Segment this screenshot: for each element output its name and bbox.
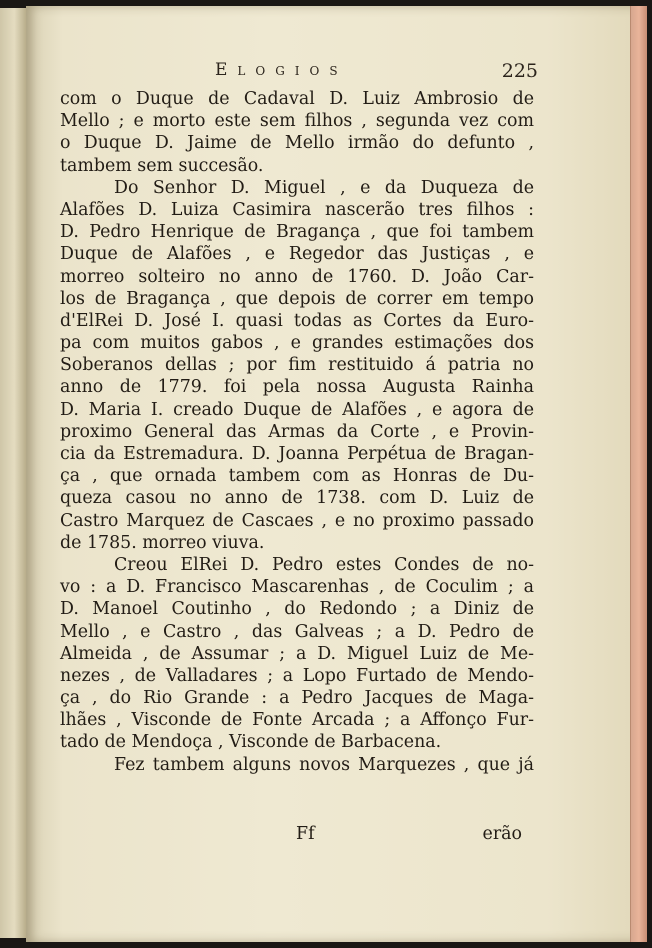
text-line: Almeida , de Assumar ; a D. Miguel Luiz de Me-: [60, 643, 534, 664]
text-line: vo : a D. Francisco Mascarenhas , de Coculim ; a: [60, 577, 534, 598]
text-line: D. Pedro Henrique de Bragança , que foi tambem: [60, 222, 534, 243]
running-head: Elogios: [215, 60, 348, 80]
text-line: Mello , e Castro , das Galveas ; a D. Pedro de: [60, 621, 534, 642]
page-footer: [60, 824, 534, 850]
text-line: ça , que ornada tambem com as Honras de Du-: [60, 466, 534, 487]
text-line: queza casou no anno de 1738. com D. Luiz de: [60, 488, 534, 509]
text-line: cia da Estremadura. D. Joanna Perpétua de Bragan-: [60, 444, 534, 464]
text-line: Duque de Alafões , e Regedor das Justiças , e: [60, 244, 534, 265]
text-line: tado de Mendoça , Visconde de Barbacena.: [60, 732, 442, 753]
text-line: Fez tambem alguns novos Marquezes , que já: [114, 754, 534, 775]
text-line: Creou ElRei D. Pedro estes Condes de no-: [114, 554, 534, 575]
text-line: Soberanos dellas ; por fim restituido á patria no: [60, 355, 534, 376]
text-line: pa com muitos gabos , e grandes estimações dos: [60, 333, 534, 354]
page-number: 225: [501, 60, 538, 82]
facing-page-edge: [0, 8, 27, 938]
text-line: proximo General das Armas da Corte , e Provin-: [60, 421, 534, 442]
text-line: o Duque D. Jaime de Mello irmão do defunto ,: [60, 133, 534, 154]
body-text: [60, 88, 534, 776]
text-line: ça , do Rio Grande : a Pedro Jacques de Maga-: [60, 688, 534, 709]
text-line: Alafões D. Luiza Casimira nascerão tres filhos :: [60, 199, 534, 220]
text-line: D. Maria I. creado Duque de Alafões , e agora de: [60, 399, 534, 420]
text-line: morreo solteiro no anno de 1760. D. João Car-: [60, 266, 534, 287]
text-line: nezes , de Valladares ; a Lopo Furtado de Mendo-: [60, 665, 534, 686]
page-header: [60, 60, 538, 88]
text-line: Do Senhor D. Miguel , e da Duqueza de: [114, 177, 534, 198]
text-line: tambem sem succesão.: [60, 155, 264, 176]
text-line: los de Bragança , que depois de correr em tempo: [60, 288, 534, 309]
text-line: Mello ; e morto este sem filhos , segunda vez com: [60, 111, 534, 132]
text-line: lhães , Visconde de Fonte Arcada ; a Affonço Fur-: [60, 710, 534, 731]
text-line: de 1785. morreo viuva.: [60, 532, 265, 553]
catchword: erão: [482, 824, 522, 844]
text-line: com o Duque de Cadaval D. Luiz Ambrosio de: [60, 89, 534, 109]
page-fore-edge: [630, 6, 647, 942]
text-line: Castro Marquez de Cascaes , e no proximo passado: [60, 510, 534, 531]
signature-mark: Ff: [296, 824, 315, 844]
text-line: d'ElRei D. José I. quasi todas as Cortes da Euro-: [60, 310, 534, 331]
text-line: anno de 1779. foi pela nossa Augusta Rainha: [60, 377, 534, 398]
text-line: D. Manoel Coutinho , do Redondo ; a Diniz de: [60, 599, 534, 620]
